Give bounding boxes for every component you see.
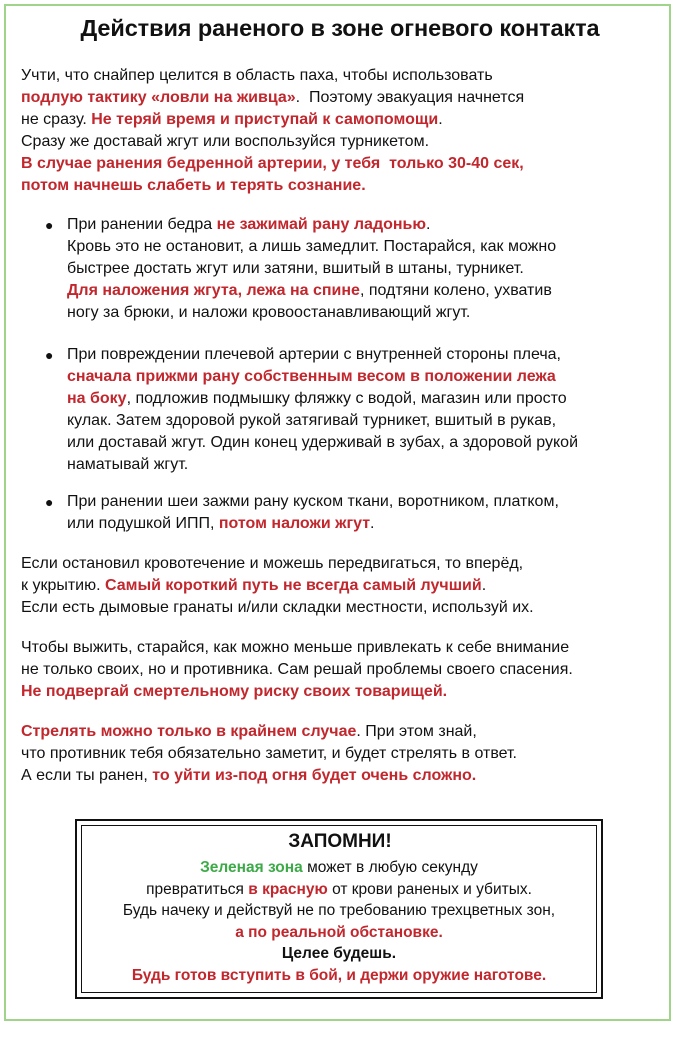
shoot-paragraph-line <box>21 721 477 743</box>
intro-line <box>21 109 443 131</box>
text-segment: быстрее достать жгут или затяни, вшитый в штаны, турникет. <box>67 260 524 277</box>
bullet-1-line <box>67 214 431 236</box>
bullet-dot-icon: ● <box>45 217 54 233</box>
text-segment: А если ты ранен, <box>21 767 153 784</box>
intro-line <box>21 175 366 197</box>
text-segment: к укрытию. <box>21 577 105 594</box>
text-segment: При ранении шеи зажми рану куском ткани, воротником, платком, <box>67 493 559 510</box>
highlighted-text: Будь готов вступить в бой, и держи оружие наготове. <box>131 966 547 984</box>
text-segment: Сразу же доставай жгут или воспользуйся турникетом. <box>21 133 430 150</box>
text-segment: может в любую секунду <box>302 859 478 876</box>
text-segment: . <box>481 577 487 594</box>
highlighted-text: Зеленая зона <box>200 859 303 876</box>
highlighted-text: в красную <box>248 880 328 898</box>
highlighted-text: потом начнешь слабеть и терять сознание. <box>21 177 366 194</box>
bullet-2-line <box>67 344 561 366</box>
bullet-dot-icon: ● <box>45 347 54 363</box>
text-segment: от крови раненых и убитых. <box>327 880 532 898</box>
bullet-3-line <box>67 513 375 535</box>
intro-line <box>21 87 524 109</box>
shoot-paragraph-line <box>21 743 517 765</box>
attention-paragraph-line <box>21 681 447 703</box>
text-segment: При повреждении плечевой артерии с внутренней стороны плеча, <box>67 346 561 363</box>
text-segment: , подложив подмышку фляжку с водой, магазин или просто <box>126 390 567 407</box>
bullet-2-line <box>67 454 188 476</box>
cover-paragraph-line <box>21 553 523 575</box>
text-segment: не сразу. <box>21 111 92 128</box>
text-segment: . При этом знай, <box>356 723 477 740</box>
text-segment: кулак. Затем здоровой рукой затягивай турникет, вшитый в рукав, <box>67 412 557 429</box>
highlighted-text: не зажимай рану ладонью <box>216 216 427 233</box>
bullet-1-line <box>67 258 524 280</box>
shoot-paragraph-line <box>21 765 476 787</box>
text-segment: , подтяни колено, ухватив <box>359 282 552 299</box>
text-segment: наматывай жгут. <box>67 456 189 473</box>
bullet-dot-icon: ● <box>45 494 54 510</box>
highlighted-text: Не подвергай смертельному риску своих товарищей. <box>21 683 448 700</box>
text-segment: Если остановил кровотечение и можешь передвигаться, то вперёд, <box>21 555 524 572</box>
bullet-1-line <box>67 236 556 258</box>
remember-line <box>75 943 603 964</box>
intro-line <box>21 131 429 153</box>
text-segment: или подушкой ИПП, <box>67 515 219 532</box>
text-segment: . Поэтому эвакуация начнется <box>295 89 525 106</box>
highlighted-text: Самый короткий путь не всегда самый лучший <box>105 577 482 594</box>
text-segment: . <box>370 515 375 532</box>
cover-paragraph-line <box>21 575 486 597</box>
highlighted-text: сначала прижми рану собственным весом в положении лежа <box>67 368 556 385</box>
highlighted-text: Стрелять можно только в крайнем случае <box>21 723 357 740</box>
highlighted-text: подлую тактику «ловли на живца» <box>21 89 296 106</box>
intro-line <box>21 153 524 175</box>
page-title: Действия раненого в зоне огневого контакта <box>80 15 600 41</box>
highlighted-text: Не теряй время и приступай к самопомощи <box>91 111 439 128</box>
cover-paragraph-line <box>21 597 534 619</box>
bullet-2-line <box>67 388 567 410</box>
highlighted-text: то уйти из-под огня будет очень сложно. <box>152 767 477 784</box>
highlighted-text: на боку <box>67 390 127 407</box>
text-segment: Будь начеку и действуй не по требованию трехцветных зон, <box>122 902 556 919</box>
text-segment: Если есть дымовые гранаты и/или складки местности, используй их. <box>21 599 534 616</box>
text-segment: Кровь это не остановит, а лишь замедлит. Постарайся, как можно <box>67 238 557 255</box>
remember-line <box>75 965 603 986</box>
highlighted-text: а по реальной обстановке. <box>235 923 443 941</box>
bullet-3-line <box>67 491 559 513</box>
remember-title: ЗАПОМНИ! <box>288 831 392 852</box>
remember-line <box>75 900 603 921</box>
highlighted-text: В случае ранения бедренной артерии, у тебя только 30-40 сек, <box>21 155 524 172</box>
text-segment: Чтобы выжить, старайся, как можно меньше привлекать к себе внимание <box>21 639 570 656</box>
remember-line <box>75 922 603 943</box>
text-segment: не только своих, но и противника. Сам решай проблемы своего спасения. <box>21 661 573 678</box>
highlighted-text: Для наложения жгута, лежа на спине <box>67 282 360 299</box>
text-segment: При ранении бедра <box>67 216 217 233</box>
attention-paragraph-line <box>21 637 569 659</box>
bullet-1-line <box>67 280 552 302</box>
text-segment: что противник тебя обязательно заметит, и будет стрелять в ответ. <box>21 745 517 762</box>
bullet-2-line <box>67 410 556 432</box>
text-segment: . <box>438 111 443 128</box>
text-segment: ногу за брюки, и наложи кровоостанавливающий жгут. <box>67 304 471 321</box>
text-segment: . <box>426 216 431 233</box>
attention-paragraph-line <box>21 659 573 681</box>
bullet-1-line <box>67 302 470 324</box>
text-segment: превратиться <box>146 880 249 898</box>
text-segment: или доставай жгут. Один конец удерживай в зубах, а здоровой рукой <box>67 434 578 451</box>
remember-line <box>75 857 603 878</box>
bullet-2-line <box>67 366 556 388</box>
text-segment: Учти, что снайпер целится в область паха, чтобы использовать <box>21 67 493 84</box>
bullet-2-line <box>67 432 578 454</box>
remember-line <box>75 879 603 900</box>
highlighted-text: Целее будешь. <box>281 945 397 962</box>
highlighted-text: потом наложи жгут <box>218 515 371 532</box>
intro-line <box>21 65 493 87</box>
